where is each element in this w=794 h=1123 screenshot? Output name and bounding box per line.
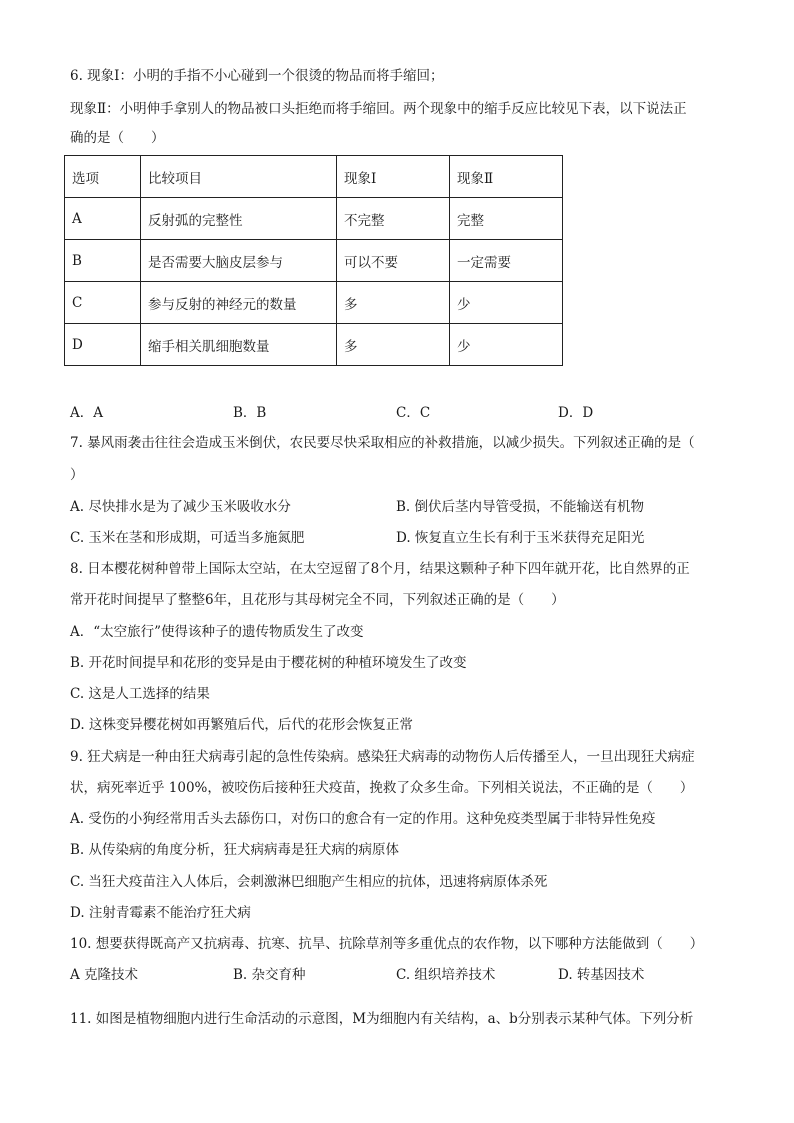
q9-option-c: C. 当狂犬疫苗注入人体后，会刺激淋巴细胞产生相应的抗体，迅速将病原体杀死	[70, 874, 548, 890]
table-cell: 不完整	[337, 198, 450, 240]
q9-option-b: B. 从传染病的角度分析，狂犬病病毒是狂犬病的病原体	[70, 842, 400, 858]
q10-option-d: D. 转基因技术	[558, 967, 645, 983]
table-cell: 多	[337, 282, 450, 324]
table-cell: 可以不要	[337, 240, 450, 282]
q6-option-b: B．B	[233, 405, 267, 421]
q8-line-1: 8. 日本樱花树种曾带上国际太空站，在太空逗留了8个月，结果这颗种子种下四年就开花，比自然界的正	[70, 561, 690, 577]
table-header-cell: 现象Ⅱ	[450, 156, 563, 198]
q8-line-2: 常开花时间提早了整整6年，且花形与其母树完全不同，下列叙述正确的是（ ）	[70, 592, 565, 608]
q8-option-b: B. 开花时间提早和花形的变异是由于樱花树的种植环境发生了改变	[70, 655, 467, 671]
q8-option-d: D. 这株变异樱花树如再繁殖后代，后代的花形会恢复正常	[70, 717, 413, 733]
table-cell: 是否需要大脑皮层参与	[141, 240, 337, 282]
table-cell: 少	[450, 324, 563, 366]
q9-option-d: D. 注射青霉素不能治疗狂犬病	[70, 905, 251, 921]
q9-line-1: 9. 狂犬病是一种由狂犬病毒引起的急性传染病。感染狂犬病毒的动物伤人后传播至人，一旦出现狂犬病症	[70, 749, 695, 765]
q9-line-2: 状，病死率近乎 100%，被咬伤后接种狂犬疫苗，挽救了众多生命。下列相关说法，不正确的是（ ）	[70, 780, 694, 796]
q8-option-a: A．“太空旅行”使得该种子的遗传物质发生了改变	[70, 624, 364, 640]
table-header-cell: 选项	[65, 156, 141, 198]
table-row	[65, 198, 563, 240]
q7-option-c: C. 玉米在茎和形成期，可适当多施氮肥	[70, 530, 305, 546]
table-cell: 少	[450, 282, 563, 324]
q6-line-1: 6. 现象Ⅰ：小明的手指不小心碰到一个很烫的物品而将手缩回；	[70, 68, 444, 84]
table-cell: 反射弧的完整性	[141, 198, 337, 240]
table-cell: C	[65, 282, 141, 324]
q6-line-2: 现象Ⅱ：小明伸手拿别人的物品被口头拒绝而将手缩回。两个现象中的缩手反应比较见下表，以下说法正	[70, 101, 687, 117]
table-cell: D	[65, 324, 141, 366]
q6-line-3: 确的是（ ）	[70, 130, 165, 146]
table-cell: 多	[337, 324, 450, 366]
table-cell: 参与反射的神经元的数量	[141, 282, 337, 324]
q9-option-a: A. 受伤的小狗经常用舌头去舔伤口，对伤口的愈合有一定的作用。这种免疫类型属于非特异性免疫	[70, 811, 656, 827]
table-header-cell: 比较项目	[141, 156, 337, 198]
table-cell: 一定需要	[450, 240, 563, 282]
table-cell: 缩手相关肌细胞数量	[141, 324, 337, 366]
q10-option-c: C. 组织培养技术	[396, 967, 496, 983]
table-cell: B	[65, 240, 141, 282]
q7-option-b: B. 倒伏后茎内导管受损，不能输送有机物	[396, 499, 645, 515]
table-row	[65, 324, 563, 366]
q10-line-1: 10. 想要获得既高产又抗病毒、抗寒、抗旱、抗除草剂等多重优点的农作物，以下哪种方法能做到（ ）	[70, 936, 704, 952]
q7-option-a: A. 尽快排水是为了减少玉米吸收水分	[70, 499, 291, 515]
table-cell: A	[65, 198, 141, 240]
q10-option-b: B. 杂交育种	[233, 967, 306, 983]
table-row	[65, 240, 563, 282]
q10-option-a: A 克隆技术	[70, 967, 139, 983]
q11-line-1: 11. 如图是植物细胞内进行生命活动的示意图，M为细胞内有关结构，a、b分别表示某种气体。下列分析	[70, 1011, 694, 1027]
table-header-cell: 现象Ⅰ	[337, 156, 450, 198]
table-header-row	[65, 156, 563, 198]
q6-option-d: D．D	[558, 405, 594, 421]
q6-option-c: C．C	[396, 405, 431, 421]
q7-line-1: 7. 暴风雨袭击往往会造成玉米倒伏，农民要尽快采取相应的补救措施，以减少损失。下列叙述正确的是（	[70, 435, 695, 451]
comparison-table	[64, 155, 563, 366]
q7-option-d: D. 恢复直立生长有利于玉米获得充足阳光	[396, 530, 645, 546]
q8-option-c: C. 这是人工选择的结果	[70, 686, 210, 702]
table-row	[65, 282, 563, 324]
q7-line-2: ）	[70, 467, 84, 483]
q6-option-a: A．A	[70, 405, 103, 421]
table-cell: 完整	[450, 198, 563, 240]
